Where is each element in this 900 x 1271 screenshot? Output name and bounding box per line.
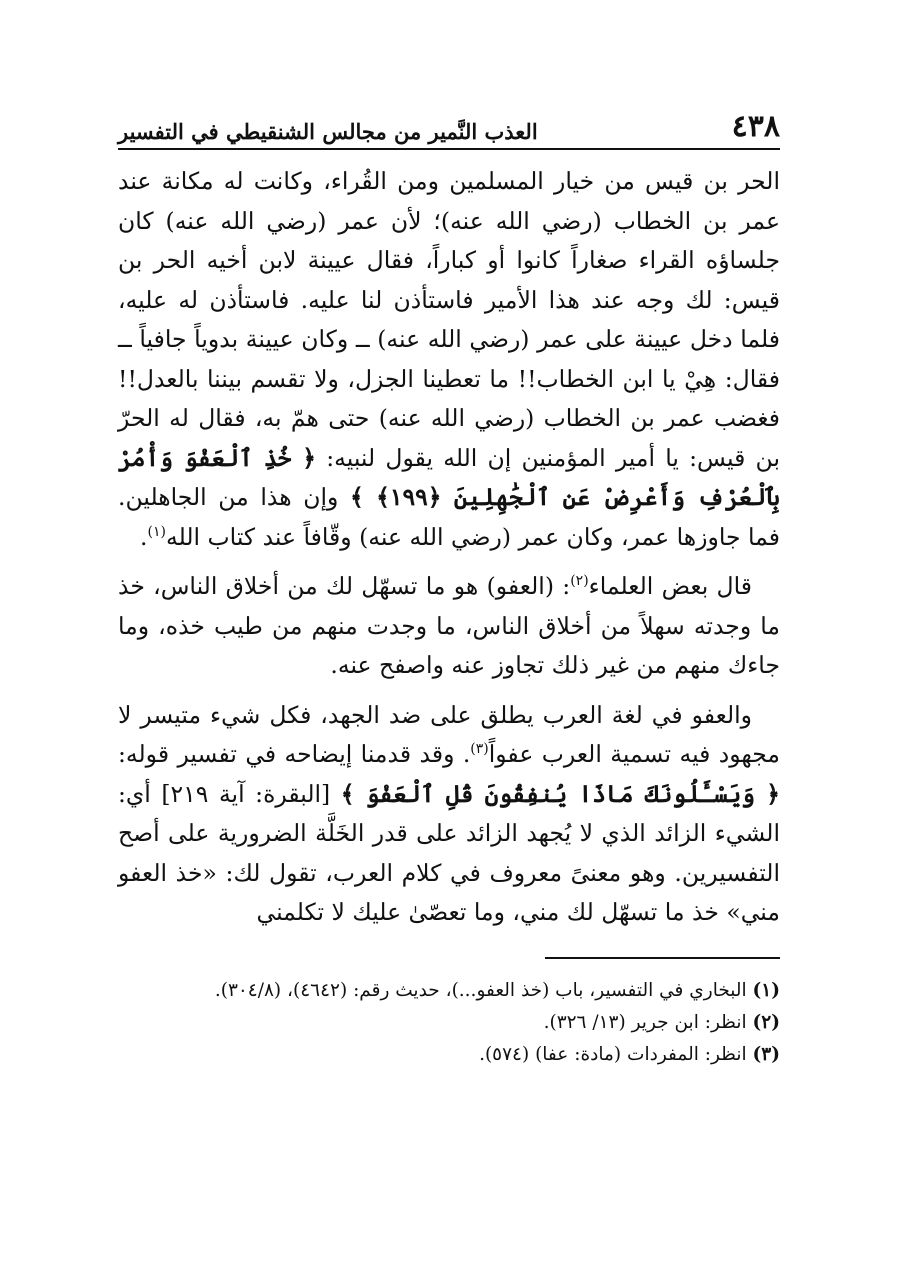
- footnote-ref-1: (١): [147, 523, 166, 540]
- footnote-text: انظر: المفردات (مادة: عفا) (٥٧٤).: [479, 1043, 747, 1065]
- paragraph-1-end: .: [140, 522, 148, 551]
- footnote-number: (٢): [752, 1011, 780, 1033]
- quran-verse-2: ﴿ وَيَسْـَٔلُونَكَ مَاذَا يُنفِقُونَ قُلِ ٱلْعَفْوَ ﴾: [340, 779, 780, 808]
- footnote-ref-3: (٣): [470, 741, 489, 758]
- book-page: [118, 98, 780, 1178]
- page-number: ٤٣٨: [731, 109, 780, 144]
- footnote-2: [118, 1007, 780, 1039]
- paragraph-3: [118, 696, 780, 933]
- paragraph-3-text-b: . وقد قدمنا إيضاحه في تفسير قوله:: [118, 740, 471, 768]
- footnote-text: البخاري في التفسير، باب (خذ العفو...)، حديث رقم: (٤٦٤٢)، (٣٠٤/٨).: [214, 979, 747, 1001]
- paragraph-2-text-b: : (العفو) هو ما تسهّل لك من أخلاق الناس، خذ ما وجدته سهلاً من أخلاق الناس، ما وجدت منهم من طيب خذه، وما جاءك منهم من غير ذلك تجاوز عنه واصفح عنه.: [118, 572, 780, 679]
- paragraph-3-text-c: [البقرة: آية ٢١٩] أي: الشيء الزائد الذي لا يُجهد الزائد على قدر الخَلَّة الضرورية على أصح التفسيرين. وهو معنىً معروف في كلام العرب، تقول لك: «خذ العفو مني» خذ ما تسهّل لك مني، وما تعصّىٰ عليك لا تكلمني: [118, 779, 780, 926]
- running-title: العذب النَّمير من مجالس الشنقيطي في التفسير: [118, 119, 538, 144]
- paragraph-1-text-a: الحر بن قيس من خيار المسلمين ومن القُراء، وكانت له مكانة عند عمر بن الخطاب (رضي الله عنه)؛ لأن عمر (رضي الله عنه) كان جلساؤه القراء صغاراً كانوا أو كباراً، فقال عيينة لابن أخيه الحر بن قيس: لك وجه عند هذا الأمير فاستأذن لنا عليه. فاستأذن له عليه، فلما دخل عيينة على عمر (رضي الله عنه) ــ وكان عيينة بدوياً جافياً ــ فقال: هِيْ يا ابن الخطاب!! ما تعطينا الجزل، ولا تقسم بيننا بالعدل!! فغضب عمر بن الخطاب (رضي الله عنه) حتى همّ به، فقال له الحرّ بن قيس: يا أمير المؤمنين إن الله يقول لنبيه:: [118, 167, 780, 472]
- paragraph-3-text-a: والعفو في لغة العرب يطلق على ضد الجهد، فكل شيء متيسر لا مجهود فيه تسمية العرب عفواً: [118, 700, 780, 768]
- paragraph-2-text-a: قال بعض العلماء: [588, 572, 752, 600]
- footnote-1: [118, 975, 780, 1007]
- footnotes: [118, 975, 780, 1071]
- footnote-ref-2: (٢): [570, 573, 589, 590]
- footnote-text: انظر: ابن جرير (١٣/ ٣٢٦).: [543, 1011, 747, 1033]
- main-text: [118, 162, 780, 933]
- footnote-3: [118, 1039, 780, 1071]
- paragraph-2: [118, 567, 780, 686]
- paragraph-1: [118, 162, 780, 557]
- footnote-divider: [545, 957, 780, 959]
- footnote-number: (٣): [752, 1043, 780, 1065]
- paragraph-1-text-b: وإن هذا من الجاهلين. فما جاوزها عمر، وكان عمر (رضي الله عنه) وقّافاً عند كتاب الله: [118, 483, 780, 551]
- footnote-number: (١): [752, 979, 780, 1001]
- page-header: [118, 98, 780, 150]
- quran-verse-1: ﴿ خُذِ ٱلْعَفْوَ وَأْمُرْ بِٱلْعُرْفِ وَأَعْرِضْ عَنِ ٱلْجَٰهِلِينَ ﴿١٩٩﴾ ﴾: [118, 443, 780, 511]
